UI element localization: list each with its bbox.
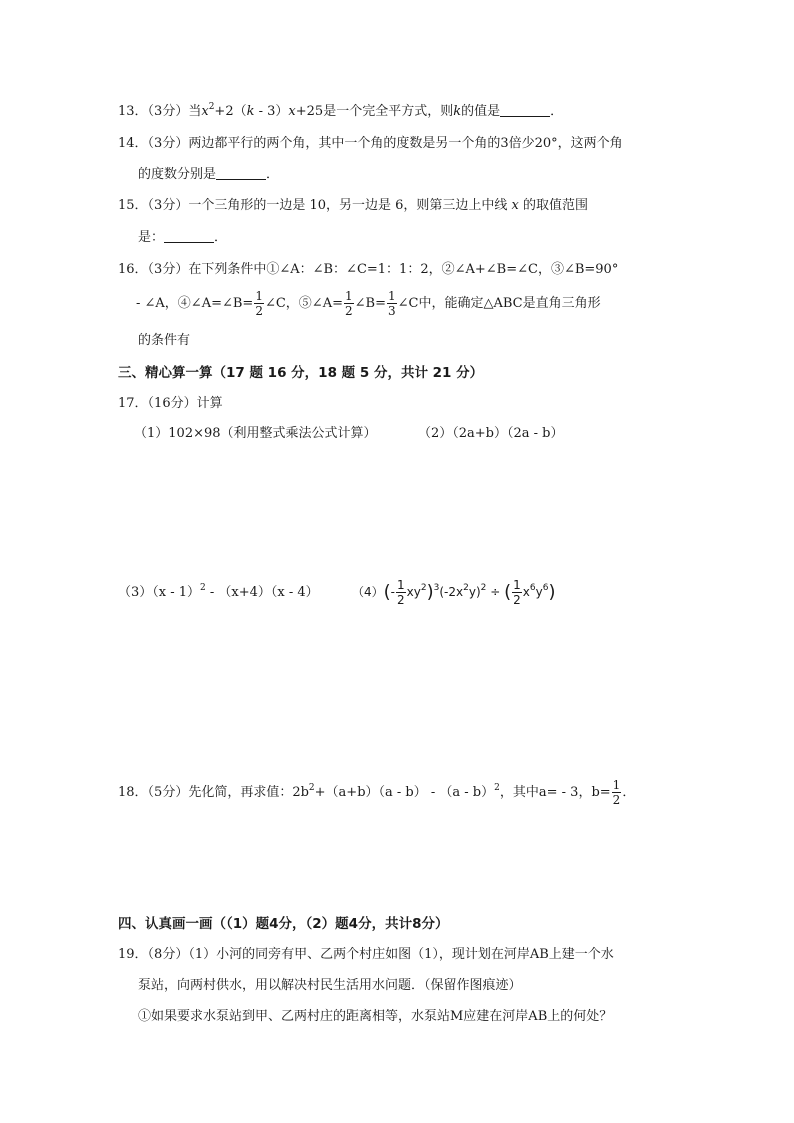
question-19: 19．（8分）（1）小河的同旁有甲、乙两个村庄如图（1），现计划在河岸AB上建一个水	[118, 947, 614, 962]
question-score: （5分）	[147, 785, 189, 800]
fraction: $\frac{1}{2}$	[255, 289, 263, 318]
question-score: （3分）	[147, 104, 189, 119]
question-19-line-3: ①如果要求水泵站到甲、乙两村庄的距离相等，水泵站M应建在河岸AB上的何处？	[138, 1009, 613, 1024]
section-4-heading: 四、认真画一画（（1）题4分，（2）题4分，共计8分）	[118, 916, 449, 932]
fraction: $\frac{1}{2}$	[513, 578, 521, 607]
fraction: $\frac{1}{2}$	[397, 578, 405, 607]
question-number: 18．	[118, 785, 148, 800]
question-number: 16．	[118, 262, 148, 277]
fraction: $\frac{1}{2}$	[612, 778, 621, 807]
question-14: 14．（3分）两边都平行的两个角，其中一个角的度数是另一个角的3倍少20°，这两个角	[118, 136, 623, 151]
question-16-line-3: 的条件有	[138, 333, 191, 348]
question-19-line-2: 泵站，向两村供水，用以解决村民生活用水问题．（保留作图痕迹）	[138, 978, 522, 993]
question-number: 17．	[118, 396, 148, 411]
question-17-part-2: （2）（2a+b）（2a - b）	[418, 426, 564, 441]
question-score: （8分）	[147, 947, 189, 962]
fraction: $\frac{1}{3}$	[387, 289, 396, 318]
answer-blank[interactable]	[216, 167, 266, 180]
question-17-part-1: （1）102×98（利用整式乘法公式计算）	[134, 426, 377, 441]
answer-blank[interactable]	[164, 230, 214, 243]
answer-blank[interactable]	[500, 104, 550, 117]
question-17-part-4: （4）(- $\frac{1}{2}$ $xy^2)^3(-2x^2y)^2$ ÷ ( $\frac{1}{2}$ $x^6y^6$)	[352, 578, 556, 607]
question-number: 15．	[118, 198, 148, 213]
question-17: 17．（16分）计算	[118, 396, 223, 411]
question-15: 15．（3分）一个三角形的一边是 10，另一边是 6，则第三边上中线 x 的取值范围	[118, 198, 589, 213]
question-score: （3分）	[147, 198, 189, 213]
question-14-line-2: 的度数分别是 ．	[138, 167, 280, 182]
question-number: 19．	[118, 947, 148, 962]
question-16: 16．（3分）在下列条件中①∠A：∠B：∠C=1：1：2，②∠A+∠B=∠C，③∠B=90°	[118, 262, 619, 277]
question-score: （3分）	[147, 136, 189, 151]
question-18: 18．（5分）先化简，再求值：$2b^2+(a+b)(a - b) - (a - b)^2$，其中a= - 3，b= $\frac{1}{2}$ ．	[118, 778, 636, 807]
fraction: $\frac{1}{2}$	[344, 289, 353, 318]
question-number: 14．	[118, 136, 148, 151]
section-3-heading: 三、精心算一算（17 题 16 分，18 题 5 分，共计 21 分）	[118, 365, 484, 381]
question-13: 13．（3分）当$x^2+2(k - 3)x+25$是一个完全平方式，则k的值是 ．	[118, 102, 564, 119]
question-score: （16分）	[147, 396, 197, 411]
question-16-line-2: - ∠A，④∠A=∠B= $\frac{1}{2}$ ∠C，⑤∠A= $\frac{1}{2}$ ∠B= $\frac{1}{3}$ ∠C中，能确定△ABC是直角三角形	[136, 289, 601, 318]
question-score: （3分）	[147, 262, 189, 277]
question-15-line-2: 是： ．	[138, 230, 228, 245]
question-number: 13．	[118, 104, 148, 119]
question-17-part-3: （3）（x - 1）$^2$ - （x+4）（x - 4）	[118, 583, 319, 600]
